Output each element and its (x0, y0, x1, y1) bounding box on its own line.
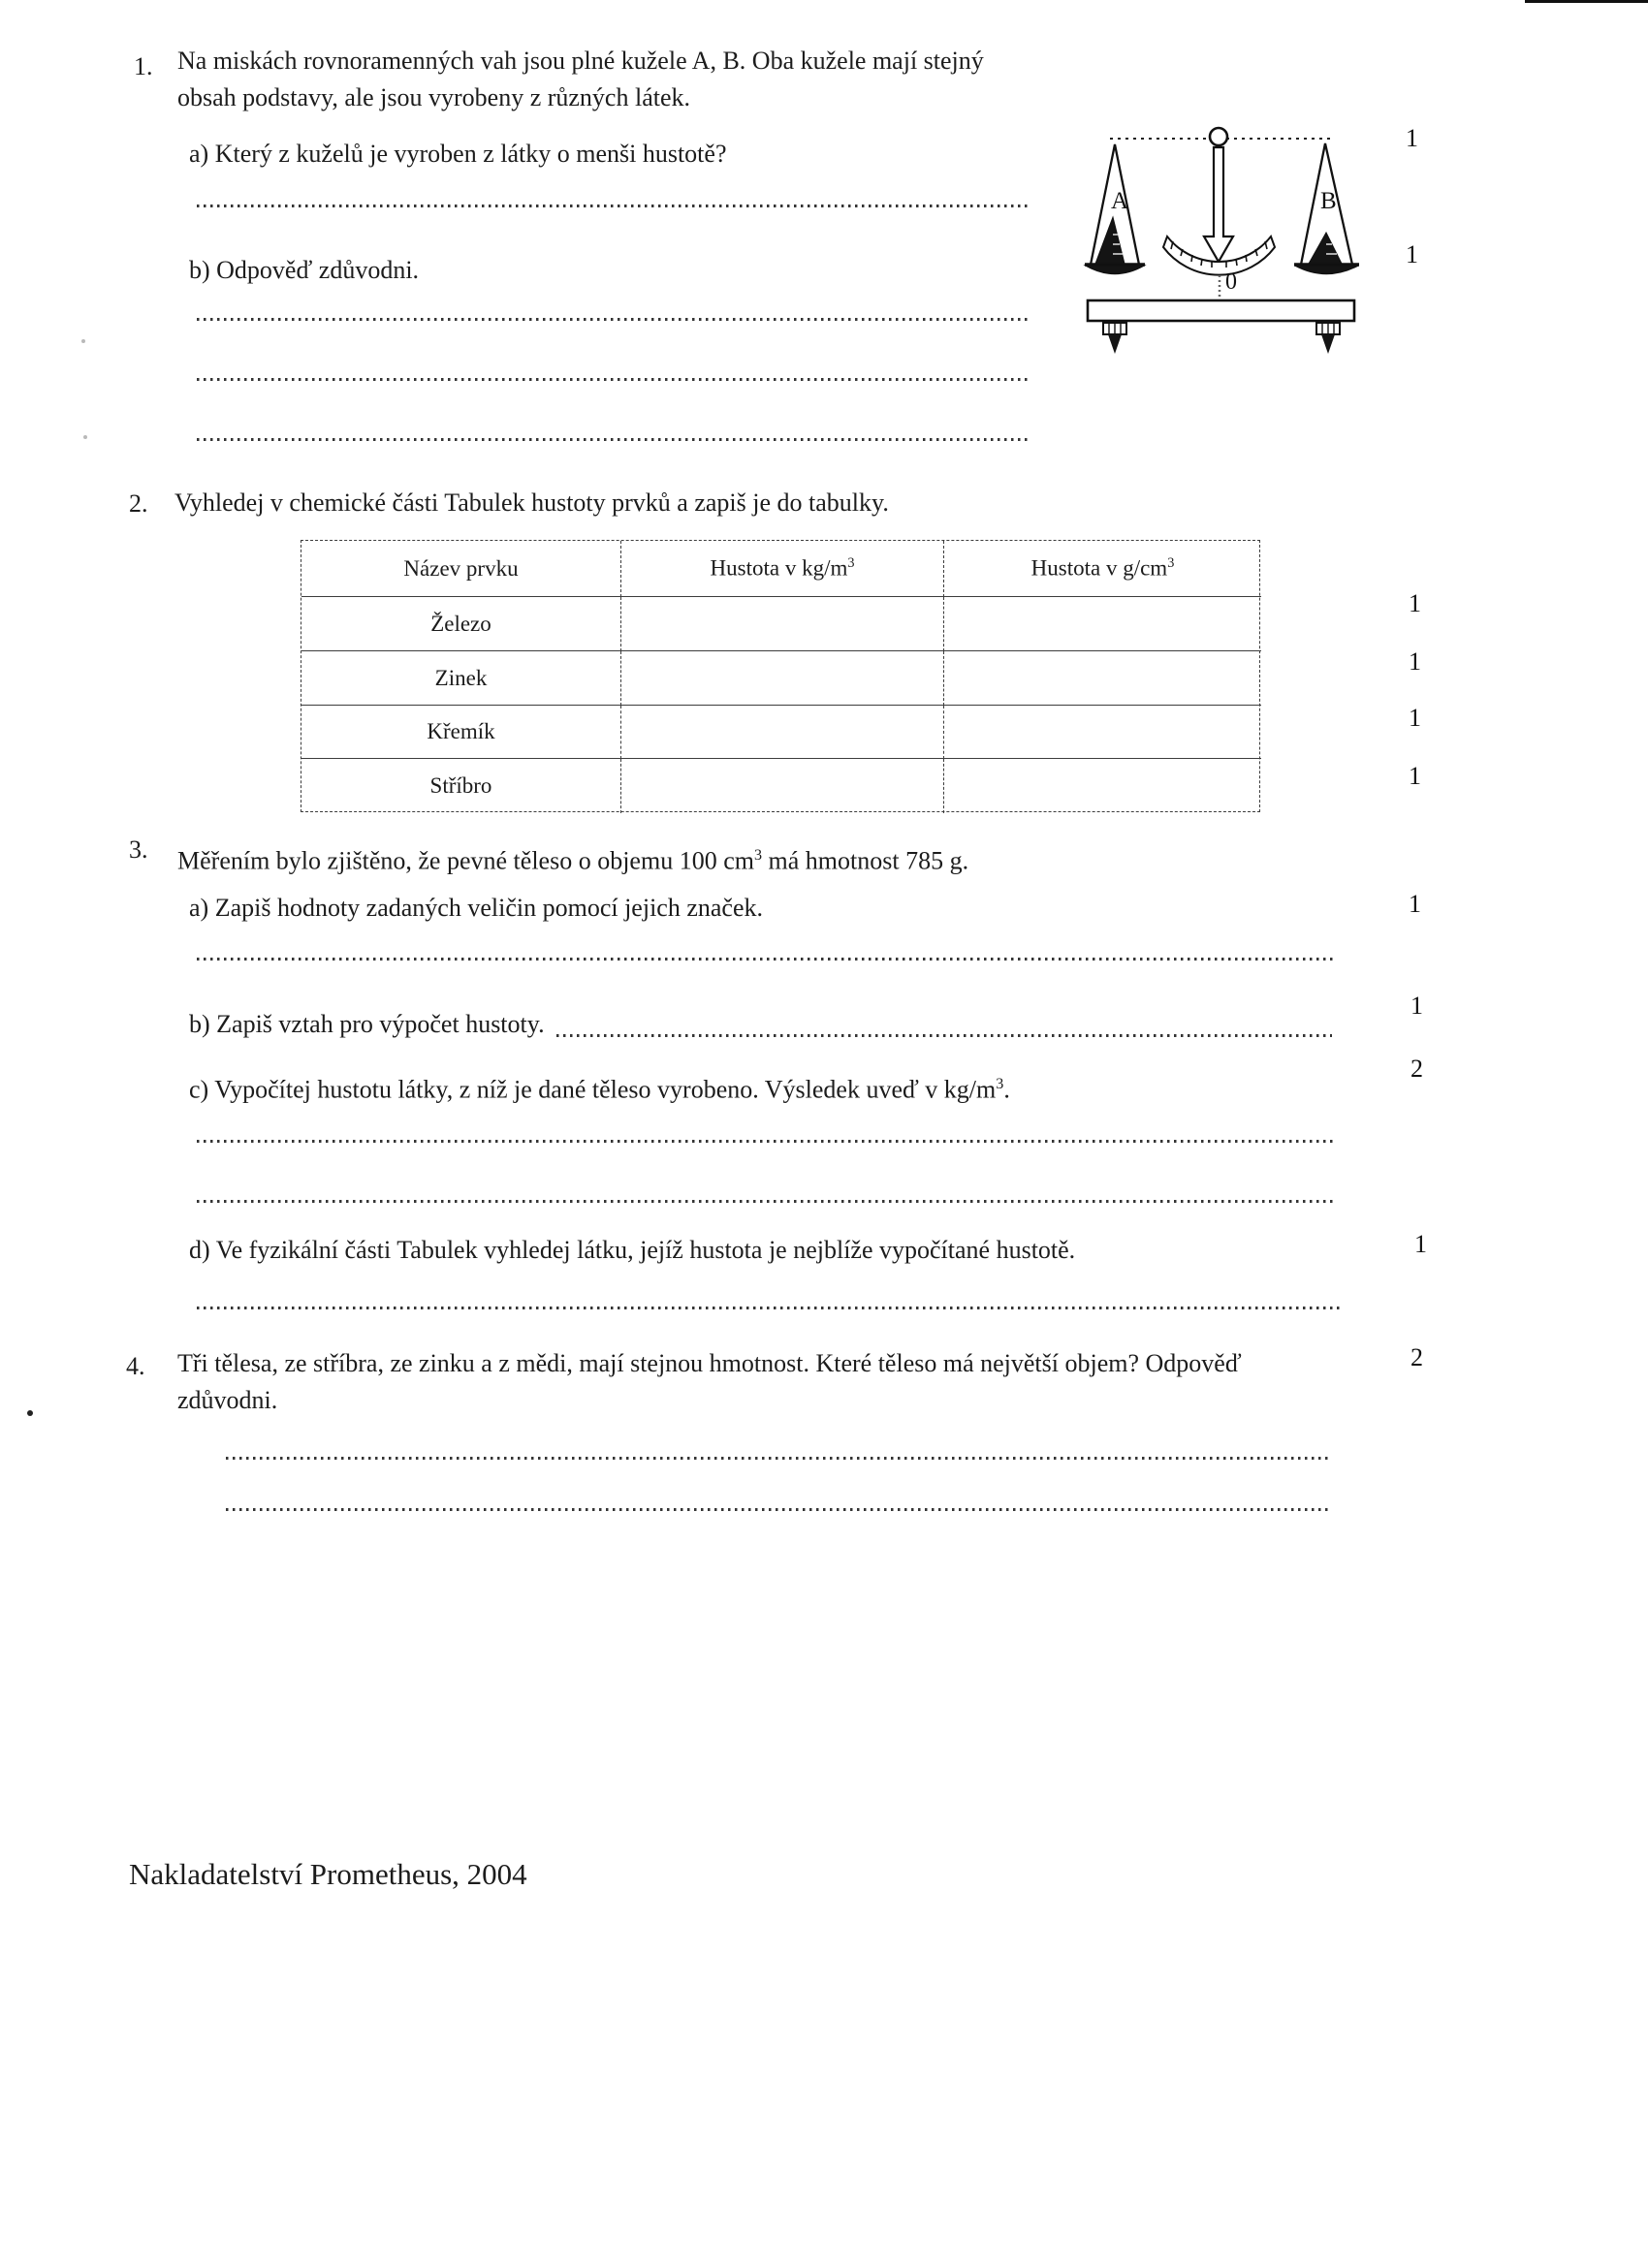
question-1-text (177, 43, 984, 116)
question-4-number: 4. (126, 1352, 145, 1380)
question-2-number: 2. (129, 489, 148, 518)
table-cell-empty (944, 651, 1261, 706)
answer-line (197, 1200, 1336, 1203)
question-3-number: 3. (129, 835, 148, 864)
question-3-text: Měřením bylo zjištěno, že pevné těleso o objemu 100 $cm^3$ má hmotnost 785 g. (177, 846, 969, 875)
table-cell-empty (621, 651, 944, 706)
table-header-density-kgm3: Hustota v $kg/m^3$ (621, 541, 944, 597)
answer-line (226, 1457, 1331, 1460)
question-1a-text: a) Který z kuželů je vyroben z látky o menši hustotě? (189, 140, 727, 168)
answer-line (556, 1034, 1332, 1037)
question-3b-text: b) Zapiš vztah pro výpočet hustoty. (189, 1010, 545, 1038)
foot-screw-right (1316, 323, 1340, 354)
points-table-row-3: 1 (1409, 704, 1421, 732)
pan-right (1294, 265, 1359, 274)
answer-line (197, 318, 1030, 321)
points-table-row-2: 1 (1409, 647, 1421, 676)
scan-artifact-line (1525, 0, 1648, 3)
cone-b-label: B (1320, 188, 1337, 214)
points-q4: 2 (1410, 1343, 1423, 1371)
points-q1b: 1 (1406, 240, 1418, 268)
pan-left (1085, 265, 1145, 274)
pointer-needle (1204, 147, 1233, 262)
foot-screw-left (1103, 323, 1126, 354)
points-q3a: 1 (1409, 890, 1421, 918)
pivot-circle (1210, 128, 1227, 145)
question-4-text (177, 1345, 1242, 1419)
table-cell-element-zinek: Zinek (301, 651, 621, 706)
table-cell-empty (621, 706, 944, 759)
question-1-line-1: Na miskách rovnoramenných vah jsou plné kužele A, B. Oba kužele mají stejný (177, 47, 984, 75)
table-cell-element-zelezo: Železo (301, 597, 621, 651)
question-2-text: Vyhledej v chemické části Tabulek hustoty prvků a zapiš je do tabulky. (174, 488, 889, 517)
question-3d-text: d) Ve fyzikální části Tabulek vyhledej látku, jejíž hustota je nejblíže vypočítané hustotě. (189, 1236, 1076, 1264)
table-cell-element-stribro: Stříbro (301, 759, 621, 813)
balance-scale-figure (1078, 109, 1369, 359)
question-1b-text: b) Odpověď zdůvodni. (189, 256, 420, 284)
cone-a (1091, 144, 1139, 265)
publisher-footer: Nakladatelství Prometheus, 2004 (129, 1857, 527, 1891)
table-cell-empty (944, 597, 1261, 651)
scale-zero-label: 0 (1225, 269, 1237, 295)
question-4-line-2: zdůvodni. (177, 1386, 278, 1414)
answer-line (226, 1508, 1331, 1511)
question-3a-text: a) Zapiš hodnoty zadaných veličin pomocí jejich značek. (189, 894, 763, 922)
points-table-row-4: 1 (1409, 762, 1421, 790)
points-q3b: 1 (1410, 992, 1423, 1020)
table-cell-empty (621, 759, 944, 813)
table-cell-empty (621, 597, 944, 651)
question-4-line-1: Tři tělesa, ze stříbra, ze zinku a z mědi, mají stejnou hmotnost. Které těleso má největší objem? Odpověď (177, 1349, 1242, 1377)
answer-line (197, 1307, 1341, 1309)
scan-speck (83, 435, 87, 439)
points-table-row-1: 1 (1409, 589, 1421, 617)
points-q3d: 1 (1414, 1230, 1427, 1258)
answer-line (197, 958, 1336, 961)
question-3b-row (189, 1006, 1336, 1043)
table-cell-empty (944, 759, 1261, 813)
answer-line (197, 438, 1030, 441)
answer-line (197, 378, 1030, 381)
question-3c-text: c) Vypočítej hustotu látky, z níž je dané těleso vyrobeno. Výsledek uveď v $kg/m^3$. (189, 1075, 1010, 1104)
points-q1a: 1 (1406, 124, 1418, 152)
table-cell-element-kremik: Křemík (301, 706, 621, 759)
cone-b (1301, 143, 1352, 265)
cone-a-label: A (1111, 188, 1129, 214)
scan-speck (81, 339, 85, 343)
question-1-line-2: obsah podstavy, ale jsou vyrobeny z různých látek. (177, 83, 691, 111)
table-cell-empty (944, 706, 1261, 759)
points-q3c: 2 (1410, 1055, 1423, 1083)
scan-speck (27, 1410, 33, 1416)
base-beam (1088, 300, 1354, 321)
question-1-number: 1. (134, 52, 153, 80)
answer-line (197, 1140, 1336, 1143)
table-header-element: Název prvku (301, 541, 621, 597)
answer-line (197, 205, 1030, 207)
table-header-density-gcm3: Hustota v $g/cm^3$ (944, 541, 1261, 597)
density-table (301, 540, 1260, 812)
